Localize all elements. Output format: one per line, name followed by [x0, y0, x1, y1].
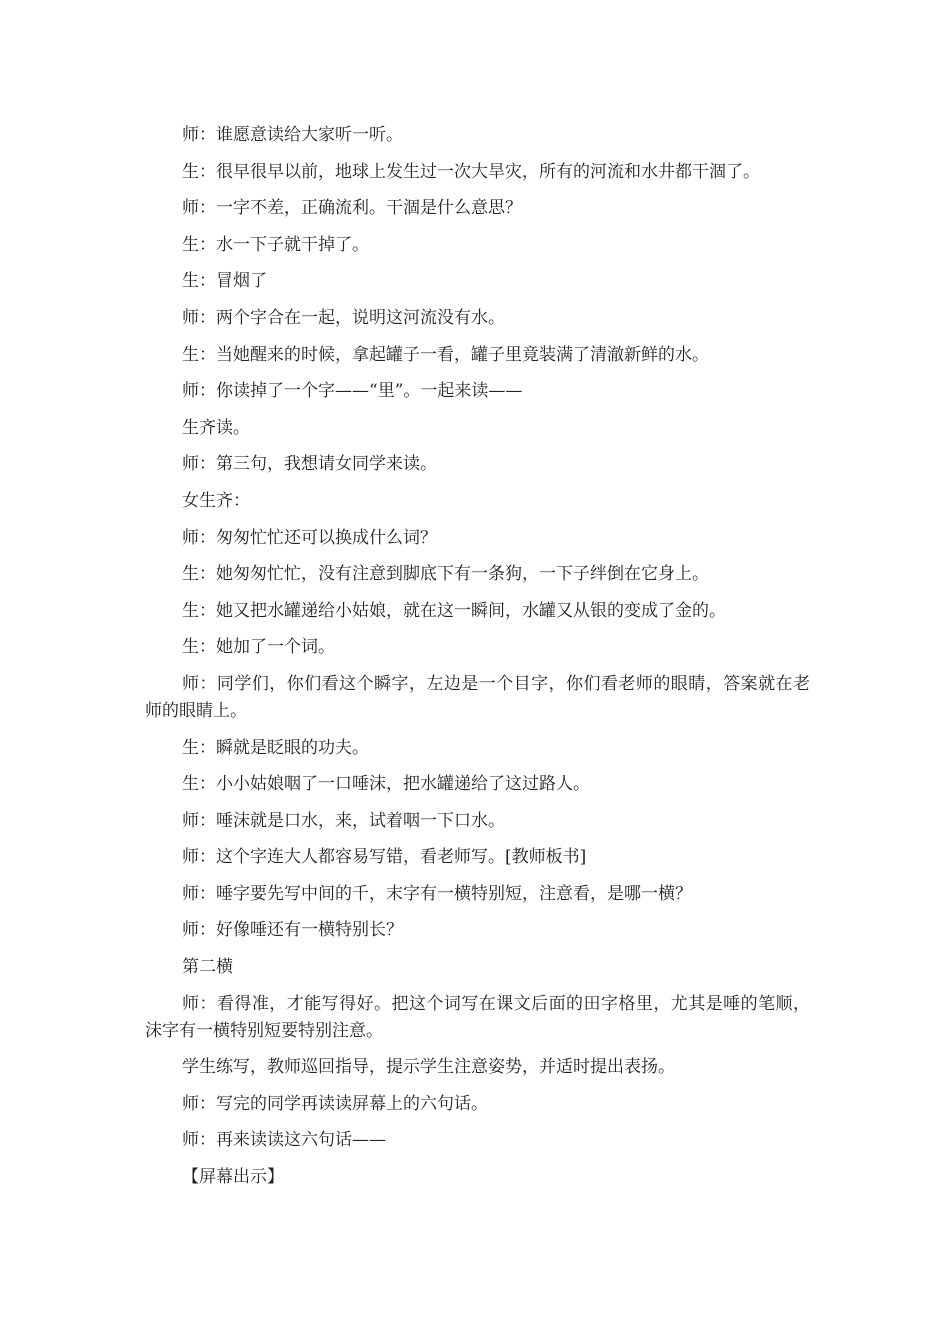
paragraph: 师：看得准，才能写得好。把这个词写在课文后面的田字格里，尤其是唾的笔顺，沫字有一横特别短要特别注意。 [145, 993, 810, 1041]
paragraph: 生：她匆匆忙忙，没有注意到脚底下有一条狗，一下子绊倒在它身上。 [182, 564, 709, 585]
paragraph: 生：小小姑娘咽了一口唾沫，把水罐递给了这过路人。 [182, 774, 590, 795]
paragraph: 师：你读掉了一个字——“里”。一起来读—— [182, 381, 523, 402]
paragraph: 师：一字不差，正确流利。干涸是什么意思？ [182, 198, 522, 219]
paragraph: 师：两个字合在一起，说明这河流没有水。 [182, 307, 505, 328]
paragraph: 师：好像唾还有一横特别长？ [182, 920, 403, 941]
paragraph: 师：写完的同学再读读屏幕上的六句话。 [182, 1093, 488, 1114]
paragraph: 师：再来读读这六句话—— [182, 1130, 386, 1151]
paragraph: 生：水一下子就干掉了。 [182, 234, 369, 255]
paragraph: 生：当她醒来的时候，拿起罐子一看，罐子里竟装满了清澈新鲜的水。 [182, 344, 709, 365]
paragraph: 师：谁愿意读给大家听一听。 [182, 125, 403, 145]
paragraph: 生：冒烟了 [182, 271, 267, 292]
document-body [145, 122, 810, 1201]
paragraph: 生：瞬就是眨眼的功夫。 [182, 737, 369, 758]
paragraph: 生：很早很早以前，地球上发生过一次大旱灾，所有的河流和水井都干涸了。 [182, 161, 760, 182]
paragraph: 第二横 [182, 957, 233, 978]
paragraph: 师：匆匆忙忙还可以换成什么词？ [182, 527, 437, 548]
paragraph: 学生练写，教师巡回指导，提示学生注意姿势，并适时提出表扬。 [182, 1057, 675, 1078]
paragraph: 师：这个字连大人都容易写错，看老师写。[教师板书] [182, 847, 587, 868]
paragraph: 师：第三句，我想请女同学来读。 [182, 454, 437, 475]
paragraph: 师：同学们，你们看这个瞬字，左边是一个目字，你们看老师的眼睛，答案就在老师的眼睛上。 [145, 673, 810, 721]
paragraph: 生：她加了一个词。 [182, 637, 335, 658]
paragraph: 女生齐： [182, 490, 250, 511]
paragraph: 师：唾沫就是口水，来，试着咽一下口水。 [182, 810, 505, 831]
paragraph: 生齐读。 [182, 417, 250, 438]
paragraph: 【屏幕出示】 [182, 1167, 284, 1188]
paragraph: 生：她又把水罐递给小姑娘，就在这一瞬间，水罐又从银的变成了金的。 [182, 600, 726, 621]
paragraph: 师：唾字要先写中间的千，末字有一横特别短，注意看，是哪一横？ [182, 883, 692, 904]
